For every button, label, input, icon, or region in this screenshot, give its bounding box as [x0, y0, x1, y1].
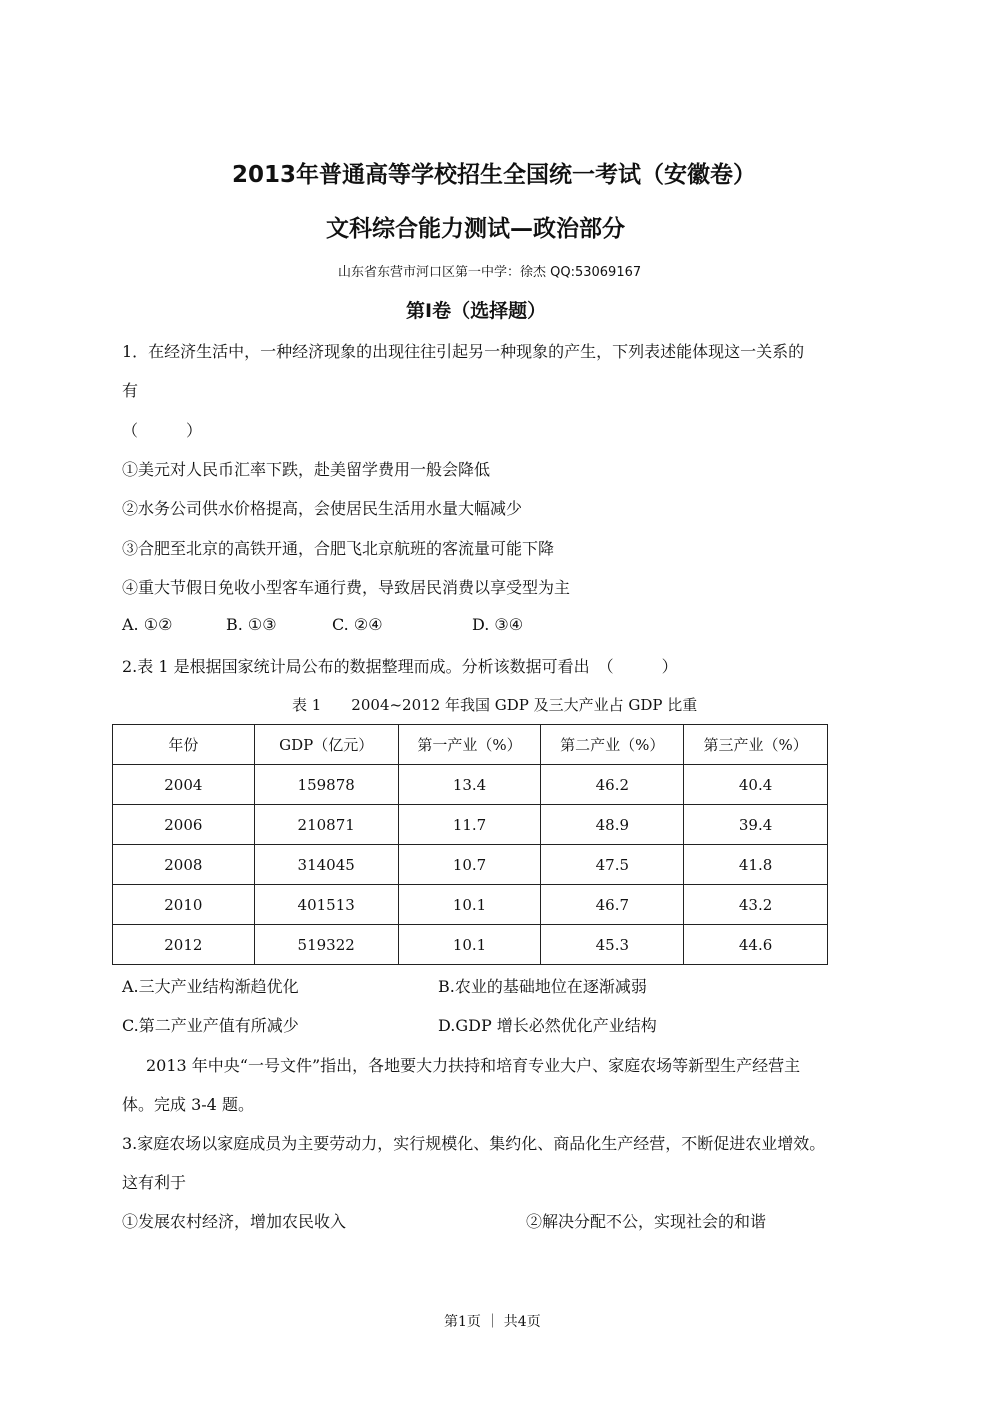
table-cell: 159878 — [254, 765, 398, 805]
exam-title: 2013年普通高等学校招生全国统一考试（安徽卷） — [232, 162, 757, 188]
q1-stem: 1．在经济生活中，一种经济现象的出现往往引起另一种现象的产生，下列表述能体现这一关系的 — [122, 342, 805, 361]
table-cell: 11.7 — [398, 805, 541, 845]
section-title: 第Ⅰ卷（选择题） — [406, 300, 547, 322]
passage-line-2: 体。完成 3-4 题。 — [122, 1095, 254, 1114]
table-header-cell: 第二产业（%） — [541, 725, 684, 765]
table-cell: 41.8 — [684, 845, 828, 885]
table-header-cell: 第一产业（%） — [398, 725, 541, 765]
table-cell: 2010 — [113, 885, 255, 925]
q2-option-d: D.GDP 增长必然优化产业结构 — [438, 1016, 657, 1035]
table-row — [113, 885, 828, 925]
q3-stem-continued: 这有利于 — [122, 1173, 187, 1192]
table-caption: 表 1 2004~2012 年我国 GDP 及三大产业占 GDP 比重 — [292, 696, 698, 714]
table-header-cell: 年份 — [113, 725, 255, 765]
page-footer: 第1页 ｜ 共4页 — [444, 1314, 541, 1330]
gdp-table — [112, 724, 828, 965]
table-header-cell: 第三产业（%） — [684, 725, 828, 765]
table-header-cell: GDP（亿元） — [254, 725, 398, 765]
table-header-row — [113, 725, 828, 765]
q2-stem: 2.表 1 是根据国家统计局公布的数据整理而成。分析该数据可看出 （ ） — [122, 657, 678, 676]
table-cell: 39.4 — [684, 805, 828, 845]
q3-stem: 3.家庭农场以家庭成员为主要劳动力，实行规模化、集约化、商品化生产经营，不断促进农业增效。 — [122, 1134, 826, 1153]
q1-answer-paren: （ ） — [122, 421, 203, 440]
table-cell: 2006 — [113, 805, 255, 845]
q2-option-b: B.农业的基础地位在逐渐减弱 — [438, 977, 647, 996]
q1-item-4: ④重大节假日免收小型客车通行费，导致居民消费以享受型为主 — [122, 578, 571, 597]
table-cell: 2004 — [113, 765, 255, 805]
table-cell: 46.7 — [541, 885, 684, 925]
exam-subtitle: 文科综合能力测试—政治部分 — [326, 216, 625, 242]
author-line: 山东省东营市河口区第一中学：徐杰 QQ:53069167 — [338, 265, 642, 280]
table-cell: 44.6 — [684, 925, 828, 965]
q1-option-b: B. ①③ — [226, 615, 277, 634]
table-cell: 2012 — [113, 925, 255, 965]
table-cell: 10.7 — [398, 845, 541, 885]
q3-item-2: ②解决分配不公，实现社会的和谐 — [526, 1212, 767, 1231]
table-cell: 48.9 — [541, 805, 684, 845]
table-cell: 10.1 — [398, 925, 541, 965]
table-row — [113, 805, 828, 845]
table-cell: 519322 — [254, 925, 398, 965]
table-cell: 40.4 — [684, 765, 828, 805]
q3-item-1: ①发展农村经济，增加农民收入 — [122, 1212, 347, 1231]
table-cell: 46.2 — [541, 765, 684, 805]
table-row — [113, 765, 828, 805]
q1-stem-continued: 有 — [122, 381, 139, 400]
q1-item-2: ②水务公司供水价格提高，会使居民生活用水量大幅减少 — [122, 499, 523, 518]
table-row — [113, 845, 828, 885]
q1-item-3: ③合肥至北京的高铁开通，合肥飞北京航班的客流量可能下降 — [122, 539, 555, 558]
table-cell: 10.1 — [398, 885, 541, 925]
q2-option-a: A.三大产业结构渐趋优化 — [122, 977, 299, 996]
table-cell: 210871 — [254, 805, 398, 845]
q1-option-c: C. ②④ — [332, 615, 383, 634]
table-cell: 45.3 — [541, 925, 684, 965]
table-cell: 47.5 — [541, 845, 684, 885]
table-cell: 314045 — [254, 845, 398, 885]
table-cell: 2008 — [113, 845, 255, 885]
q1-option-d: D. ③④ — [472, 615, 524, 634]
table-cell: 43.2 — [684, 885, 828, 925]
q2-option-c: C.第二产业产值有所减少 — [122, 1016, 299, 1035]
q1-option-a: A. ①② — [122, 615, 173, 634]
q1-item-1: ①美元对人民币汇率下跌，赴美留学费用一般会降低 — [122, 460, 491, 479]
table-cell: 13.4 — [398, 765, 541, 805]
table-row — [113, 925, 828, 965]
passage-line-1: 2013 年中央“一号文件”指出，各地要大力扶持和培育专业大户、家庭农场等新型生产经营主 — [146, 1056, 801, 1075]
table-cell: 401513 — [254, 885, 398, 925]
